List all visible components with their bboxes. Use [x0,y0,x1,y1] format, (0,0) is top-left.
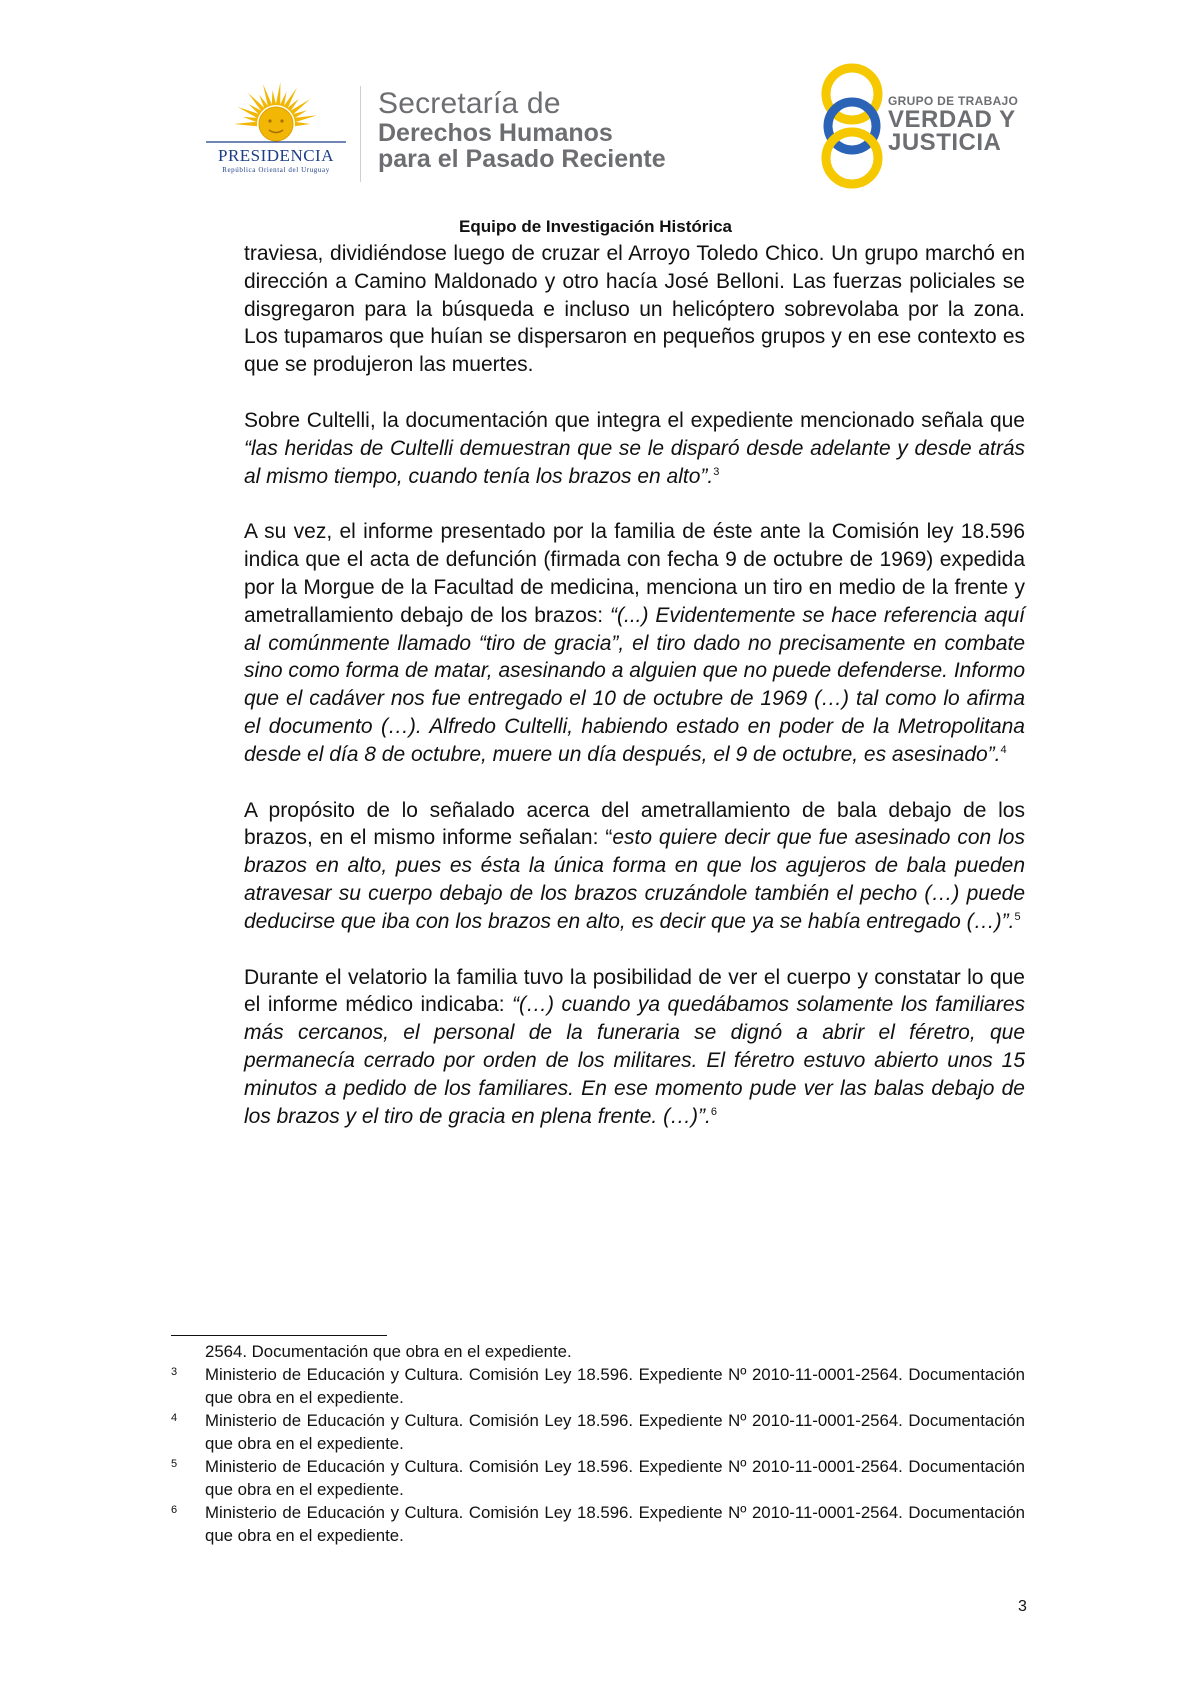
document-body [244,240,1025,1158]
sun-ray [295,122,310,127]
team-title: Equipo de Investigación Histórica [459,217,732,236]
paragraph-5-text: Durante el velatorio la familia tuvo la posibilidad de ver el cuerpo y constatar lo que el informe médico indicaba: [244,965,1025,1017]
footnote-separator [171,1335,387,1336]
footnote-number: 5 [171,1458,178,1470]
footnote-text: Ministerio de Educación y Cultura. Comisión Ley 18.596. Expediente Nº 2010-11-0001-2564. Documentación que obra en el expediente. [205,1365,1025,1407]
footnote-6 [171,1501,1025,1547]
paragraph-5 [244,964,1025,1131]
header-divider [360,86,361,182]
verdad-y-label: VERDAD Y [888,106,1016,133]
paragraph-4 [244,797,1025,936]
footnote-number: 4 [171,1412,178,1424]
sun-ray [234,122,257,127]
footnote-continuation: 2564. Documentación que obra en el expediente. [205,1342,572,1361]
sun-ray [272,90,277,105]
page-header [0,0,1191,240]
footnote-5 [171,1455,1025,1501]
verdad-justicia-rings-logo [810,60,900,190]
footnote-text: Ministerio de Educación y Cultura. Comisión Ley 18.596. Expediente Nº 2010-11-0001-2564. Documentación que obra en el expediente. [205,1411,1025,1453]
paragraph-3-quote: “(...) Evidentemente se hace referencia aquí al comúnmente llamado “tiro de gracia”, el tiro dado no precisamente en combate sino como forma de matar, asesinando a alguien que no puede defenderse. Informo que el cadáver nos fue entregado el 10 de octubre de 1969 (…) tal como lo afirma el documento (…). Alfredo Cultelli, habiendo estado en poder de la Metropolitana desde el día 8 de octubre, muere un día después, el 9 de octubre, es asesinado”. [244,603,1026,766]
paragraph-2 [244,407,1025,490]
secretaria-line-3: para el Pasado Reciente [378,145,666,173]
footnote-number: 6 [171,1504,178,1516]
verdad-justicia-wordmark [888,94,1018,154]
paragraph-4-quote: esto quiere decir que fue asesinado con los brazos en alto, pues es ésta la única forma en que los agujeros de bala pueden atravesar su cuerpo debajo de los brazos cruzándole también el pecho (…) puede deducirse que iba con los brazos en alto, es decir que ya se había entregado (…)”. [244,826,1025,933]
grupo-de-trabajo-label: GRUPO DE TRABAJO [888,94,1019,108]
paragraph-4-text: A propósito de lo señalado acerca del ametrallamiento de bala debajo de los brazos, en el mismo informe señalan: “ [244,798,1025,850]
footnote-4 [171,1409,1025,1455]
paragraph-5-quote: “(…) cuando ya quedábamos solamente los familiares más cercanos, el personal de la funeraria se dignó a abrir el féretro, que permanecía cerrado por orden de los militares. El féretro estuvo abierto unos 15 minutos a pedido de los familiares. En ese momento pude ver las balas debajo de los brazos y el tiro de gracia en plena frente. (…)”. [244,993,1025,1128]
sun-ray [294,115,317,122]
footnote-text: Ministerio de Educación y Cultura. Comisión Ley 18.596. Expediente Nº 2010-11-0001-2564. Documentación que obra en el expediente. [205,1457,1025,1499]
footnote-number: 3 [171,1366,178,1378]
page-number: 3 [1018,1598,1027,1615]
paragraph-3 [244,518,1025,768]
secretaria-line-1: Secretaría de [378,87,561,120]
footnote-text: Ministerio de Educación y Cultura. Comisión Ley 18.596. Expediente Nº 2010-11-0001-2564. Documentación que obra en el expediente. [205,1503,1025,1545]
paragraph-1: traviesa, dividiéndose luego de cruzar el Arroyo Toledo Chico. Un grupo marchó en dirección a Camino Maldonado y otro hacía José Belloni. Las fuerzas policiales se disgregaron para la búsqueda e incluso un helicóptero sobrevolaba por la zona. Los tupamaros que huían se dispersaron en pequeños grupos y en ese contexto es que se produjeron las muertes. [244,242,1025,377]
paragraph-3-text: A su vez, el informe presentado por la familia de éste ante la Comisión ley 18.596 indica que el acta de defunción (firmada con fecha 9 de octubre de 1969) expedida por la Morgue de la Facultad de medicina, menciona un tiro en medio de la frente y ametrallamiento debajo de los brazos: [244,520,1025,627]
secretaria-line-2: Derechos Humanos [378,119,613,147]
sun-ray [284,88,298,109]
justicia-label: JUSTICIA [888,129,1002,156]
footnote-ref-6: 6 [710,1105,718,1118]
paragraph-2-quote: “las heridas de Cultelli demuestran que se le disparó desde adelante y desde atrás al mismo tiempo, cuando tenía los brazos en alto”. [244,436,1025,488]
sun-ray [276,82,281,105]
footnote-ref-4: 4 [1000,743,1007,756]
paragraph-2-text: Sobre Cultelli, la documentación que integra el expediente mencionado señala que [244,408,1025,432]
footnote-ref-3: 3 [713,465,720,478]
footnote-ref-5: 5 [1014,910,1021,923]
footnote-3 [171,1363,1025,1409]
sun-ray [243,117,258,122]
presidencia-wordmark: PRESIDENCIA [217,146,334,165]
footnotes [171,1340,1025,1547]
presidencia-subtitle: República Oriental del Uruguay [222,166,330,174]
secretaria-logo-text [378,88,666,172]
